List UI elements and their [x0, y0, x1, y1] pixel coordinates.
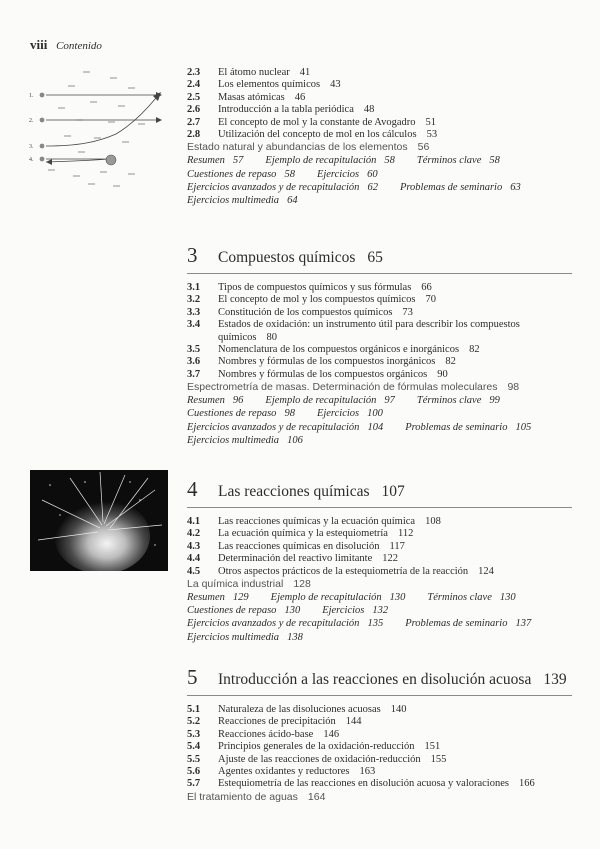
entry-title: El átomo nuclear 41 [218, 67, 311, 78]
entry-number: 2.4 [187, 79, 201, 91]
entry-page: 53 [426, 129, 438, 141]
entry-page: 70 [425, 294, 436, 306]
end-matter-item: Resumen 129 [187, 592, 249, 604]
toc-entry [187, 92, 572, 104]
entry-number: 4.3 [187, 540, 201, 552]
entry-page: 155 [430, 753, 447, 765]
reaction-photo [30, 470, 168, 571]
entry-title: Las reacciones químicas y la ecuación química 108 [218, 516, 441, 527]
entry-number: 5.5 [187, 753, 201, 765]
end-matter-item: Ejemplo de recapitulación 97 [265, 395, 395, 407]
end-matter-line [187, 421, 572, 434]
toc-entry [187, 778, 572, 790]
entry-page: 117 [389, 540, 405, 552]
toc-entry [187, 356, 572, 368]
entry-title: Nombres y fórmulas de los compuestos inorgánicos 82 [218, 356, 456, 368]
entry-page: 122 [382, 553, 398, 565]
chapter-heading: 5 Introducción a las reacciones en disolución acuosa 139 [187, 665, 572, 696]
entry-number: 2.5 [187, 91, 201, 103]
entry-number: 4.4 [187, 553, 201, 565]
entry-number: 3.1 [187, 282, 201, 293]
entry-title: Nombres y fórmulas de los compuestos orgánicos 90 [218, 368, 448, 380]
end-matter-item: Términos clave 130 [427, 592, 516, 604]
entry-title: Tipos de compuestos químicos y sus fórmulas 66 [218, 282, 432, 293]
toc-entry [187, 541, 572, 553]
entry-title: Naturaleza de las disoluciones acuosas 140 [218, 704, 407, 715]
page-number: viii [30, 37, 48, 52]
end-matter-item: Ejercicios 60 [316, 168, 378, 180]
end-matter-item: Ejercicios avanzados y de recapitulación 104 [187, 421, 384, 433]
alpha-scattering-illustration [28, 62, 173, 192]
entry-number: 5.3 [187, 728, 201, 740]
toc-entry [187, 754, 572, 766]
end-matter-line [187, 407, 572, 420]
end-matter-line [187, 168, 572, 181]
entry-number: 3.7 [187, 368, 201, 380]
entry-title: Los elementos químicos 43 [218, 79, 341, 91]
entry-page: 112 [397, 528, 414, 540]
end-matter-line [187, 591, 572, 604]
entry-page: 140 [390, 704, 407, 715]
entry-title: Introducción a la tabla periódica 48 [218, 104, 375, 116]
end-matter-item: Resumen 57 [187, 155, 244, 167]
toc-entry [187, 704, 572, 716]
end-matter-line [187, 194, 572, 207]
feature-box: El tratamiento de aguas 164 [187, 790, 326, 803]
entry-number: 3.2 [187, 294, 201, 306]
toc-entry [187, 117, 572, 129]
entry-number: 2.8 [187, 129, 201, 141]
entry-title: Agentes oxidantes y reductores 163 [218, 766, 376, 778]
trajectory-label-4: 4. [29, 157, 34, 163]
feature-box: La química industrial 128 [187, 578, 311, 591]
entry-title: Estequiometría de las reacciones en disolución acuosa y valoraciones 166 [218, 778, 535, 790]
entry-number: 3.4 [187, 319, 201, 331]
chapter3-section [187, 243, 572, 447]
entry-title: Utilización del concepto de mol en los cálculos 53 [218, 129, 438, 141]
end-matter-item: Resumen 96 [187, 395, 244, 407]
entry-title: Reacciones ácido-base 146 [218, 728, 340, 740]
running-header [30, 37, 102, 53]
entry-page: 80 [266, 331, 277, 343]
end-matter-item: Cuestiones de repaso 58 [187, 168, 295, 180]
entry-number: 4.1 [187, 516, 201, 527]
entry-page: 66 [421, 282, 432, 293]
toc-entry [187, 294, 572, 306]
end-matter-item: Ejercicios multimedia 64 [187, 195, 298, 207]
entry-page: 48 [363, 104, 375, 116]
toc-entry [187, 766, 572, 778]
entry-title: La ecuación química y la estequiometría 112 [218, 528, 414, 540]
end-matter-item: Ejemplo de recapitulación 130 [270, 592, 406, 604]
entry-number: 5.4 [187, 741, 201, 753]
chapter-heading: 3 Compuestos químicos 65 [187, 243, 572, 274]
entry-page: 46 [294, 91, 306, 103]
entry-title: Reacciones de precipitación 144 [218, 716, 362, 728]
toc-entry [187, 528, 572, 540]
chapter-heading: 4 Las reacciones químicas 107 [187, 477, 572, 508]
entry-number: 3.3 [187, 306, 201, 318]
entry-page: 124 [478, 565, 494, 577]
entry-page: 144 [345, 716, 362, 728]
toc-entry [187, 716, 572, 728]
toc-entry [187, 67, 572, 79]
entry-page: 73 [402, 306, 413, 318]
entry-number: 5.6 [187, 766, 201, 778]
entry-page: 90 [437, 368, 448, 380]
end-matter-item: Términos clave 99 [416, 395, 500, 407]
entry-page: 146 [323, 728, 340, 740]
chapter5-section [187, 665, 572, 804]
entry-number: 5.7 [187, 778, 201, 790]
end-matter-item: Ejercicios avanzados y de recapitulación 62 [187, 181, 378, 193]
trajectory-label-1: 1. [29, 93, 34, 99]
end-matter-line [187, 181, 572, 194]
end-matter-line [187, 154, 572, 167]
end-matter-item: Ejemplo de recapitulación 58 [265, 155, 395, 167]
entry-page: 163 [359, 766, 376, 778]
toc-entry [187, 104, 572, 116]
entry-page: 166 [518, 778, 535, 790]
entry-number: 3.5 [187, 344, 201, 356]
entry-title: Las reacciones químicas en disolución 117 [218, 540, 405, 552]
end-matter-line [187, 434, 572, 447]
entry-page: 108 [425, 516, 441, 527]
entry-title: Determinación del reactivo limitante 122 [218, 553, 398, 565]
end-matter-item: Problemas de seminario 105 [405, 421, 532, 433]
end-matter-line [187, 604, 572, 617]
toc-entry [187, 79, 572, 91]
entry-page: 82 [445, 356, 456, 368]
end-matter-item: Ejercicios 100 [316, 408, 383, 420]
entry-title: Otros aspectos prácticos de la estequiometría de la reacción 124 [218, 565, 494, 577]
toc-entry [187, 369, 572, 381]
entry-number: 2.7 [187, 116, 201, 128]
toc-entry [187, 282, 572, 294]
toc-entry [187, 553, 572, 565]
end-matter-item: Ejercicios 132 [322, 605, 389, 617]
end-matter-item: Problemas de seminario 137 [405, 618, 532, 630]
entry-title: Nomenclatura de los compuestos orgánicos e inorgánicos 82 [218, 344, 480, 356]
end-matter-item: Ejercicios multimedia 138 [187, 631, 303, 643]
end-matter-line [187, 631, 572, 644]
entry-page: 43 [330, 79, 341, 91]
toc-entry [187, 741, 572, 753]
entry-number: 2.6 [187, 104, 201, 116]
entry-number: 4.2 [187, 528, 201, 540]
end-matter-item: Términos clave 58 [416, 155, 500, 167]
chapter2-continued [187, 67, 572, 207]
toc-entry [187, 729, 572, 741]
section-name: Contenido [56, 40, 102, 52]
toc-entry [187, 566, 572, 578]
entry-title: El concepto de mol y la constante de Avogadro 51 [218, 116, 436, 128]
entry-number: 5.1 [187, 704, 201, 715]
entry-number: 2.3 [187, 67, 201, 78]
end-matter-item: Cuestiones de repaso 130 [187, 605, 301, 617]
entry-number: 4.5 [187, 565, 201, 577]
toc-entry [187, 344, 572, 356]
entry-page: 151 [424, 741, 441, 753]
entry-page: 51 [425, 116, 436, 128]
entry-page: 82 [469, 344, 480, 356]
end-matter-item: Ejercicios multimedia 106 [187, 434, 303, 446]
entry-number: 5.2 [187, 716, 201, 728]
entry-title: Ajuste de las reacciones de oxidación-reducción 155 [218, 753, 447, 765]
toc-entry [187, 319, 572, 344]
end-matter-item: Problemas de seminario 63 [399, 181, 521, 193]
feature-box: Estado natural y abundancias de los elementos 56 [187, 141, 430, 154]
toc-entry [187, 129, 572, 141]
entry-number: 3.6 [187, 356, 201, 368]
end-matter-line [187, 617, 572, 630]
entry-title: Estados de oxidación: un instrumento útil para describir los compuestos químicos 80 [218, 319, 520, 343]
toc-entry [187, 307, 572, 319]
entry-title: El concepto de mol y los compuestos químicos 70 [218, 294, 436, 306]
entry-page: 41 [299, 67, 311, 78]
entry-title: Principios generales de la oxidación-reducción 151 [218, 741, 441, 753]
trajectory-label-3: 3. [29, 144, 34, 150]
entry-title: Masas atómicas 46 [218, 91, 306, 103]
toc-entry [187, 516, 572, 528]
end-matter-item: Ejercicios avanzados y de recapitulación 135 [187, 618, 384, 630]
chapter4-section [187, 477, 572, 644]
feature-box: Espectrometría de masas. Determinación de fórmulas moleculares 98 [187, 381, 520, 394]
trajectory-label-2: 2. [29, 118, 34, 124]
entry-title: Constitución de los compuestos químicos 73 [218, 306, 413, 318]
end-matter-line [187, 394, 572, 407]
end-matter-item: Cuestiones de repaso 98 [187, 408, 295, 420]
